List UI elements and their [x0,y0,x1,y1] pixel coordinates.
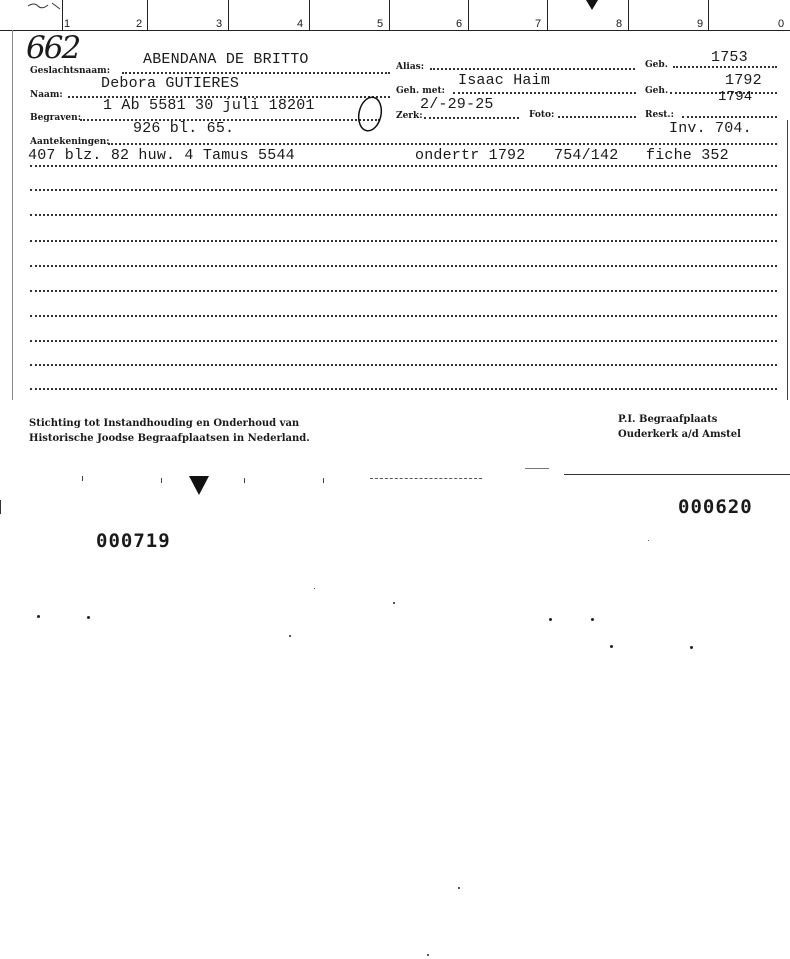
ruler-divider [708,0,709,30]
scan-tick [82,476,83,481]
ruler-number: 6 [456,18,463,30]
name-label: Naam: [30,90,63,100]
cemetery-line-2: Ouderkerk a/d Amstel [618,429,741,440]
card-edge [787,120,788,400]
married-to-value: Isaac Haim [458,72,551,89]
row-value: 2/-29-25 [420,96,494,113]
born-dotted-line [673,66,777,68]
name-value: Debora GUTIERES [101,75,240,92]
notes-dotted-line [30,165,777,167]
ruler-number: 1 [64,18,71,30]
scan-speck [427,954,429,956]
row-label: Zerk: [396,111,423,121]
inventory-value: Inv. 704. [669,120,752,137]
scan-dashed-line [370,478,482,479]
notch-marker-icon [188,476,210,496]
empty-dotted-line [30,340,777,342]
buried-label: Begraven: [30,113,82,123]
notch-marker-icon [584,0,600,12]
scan-speck [648,540,649,541]
married-to-label: Geh. met: [396,86,445,96]
married-year: 1792 [725,72,762,89]
born-year: 1753 [711,49,748,66]
alias-dotted-line [430,68,635,70]
ruler-number: 7 [535,18,542,30]
scan-speck [37,615,40,618]
married-year-alt: 1794 [718,89,753,105]
ruler-number: 5 [377,18,384,30]
ruler-divider [468,0,469,30]
empty-dotted-line [30,240,777,242]
scribble-mark-icon [26,0,66,14]
surname-dotted-line [122,72,390,74]
ruler-divider [628,0,629,30]
notes-dotted-line [108,143,777,145]
foundation-line-2: Historische Joodse Begraafplaatsen in Nederland. [29,433,310,444]
alias-label: Alias: [396,62,425,72]
scan-speck [549,618,552,621]
scan-tick [244,478,245,483]
rest-label: Rest.: [645,110,674,120]
card-edge [12,30,13,400]
notes-line-1: 926 bl. 65. [133,120,235,137]
archive-stamp-number: 000620 [678,496,753,518]
scan-line [564,474,790,475]
scan-tick [323,478,324,483]
scan-line [525,468,549,469]
ruler-baseline [0,30,790,31]
notes-line-2a: 407 blz. 82 huw. 4 Tamus 5544 [28,147,295,164]
foundation-line-1: Stichting tot Instandhouding en Onderhoud van [29,418,300,429]
empty-dotted-line [30,315,777,317]
archive-stamp-number: 000719 [96,530,171,552]
empty-dotted-line [30,189,777,191]
empty-dotted-line [30,364,777,366]
card-number: 662 [26,30,80,66]
ruler-divider [228,0,229,30]
scan-speck [289,635,291,637]
notes-line-2c: 754/142 [554,147,619,164]
ruler-divider [547,0,548,30]
notes-line-2d: fiche 352 [646,147,729,164]
ruler-divider [147,0,148,30]
scan-edge-mark [0,500,7,514]
ruler-number: 8 [616,18,623,30]
empty-dotted-line [30,290,777,292]
scan-speck [87,616,90,619]
empty-dotted-line [30,214,777,216]
buried-value: 1 Ab 5581 30 juli 18201 [103,97,315,114]
photo-dotted-line [558,116,636,118]
ruler-number: 3 [216,18,223,30]
married-label: Geh. [645,86,669,96]
ruler-number: 4 [297,18,304,30]
cemetery-name [618,412,741,442]
ruler-number: 0 [778,18,785,30]
scan-tick [161,478,162,483]
scan-speck [314,588,315,589]
married-to-dotted-line [453,92,636,94]
notes-line-2b: ondertr 1792 [415,147,526,164]
cemetery-line-1: P.I. Begraafplaats [618,414,718,425]
scan-speck [393,602,395,604]
scan-speck [458,887,460,889]
born-label: Geb. [645,60,668,70]
ruler-number: 9 [697,18,704,30]
surname-value: ABENDANA DE BRITTO [143,51,309,68]
scan-speck [610,645,613,648]
notes-label: Aantekeningen: [30,137,110,147]
circle-mark-icon [354,94,388,136]
foundation-name [29,416,310,446]
surname-label: Geslachtsnaam: [30,66,111,76]
row-dotted-line [424,117,519,119]
photo-label: Foto: [529,110,555,120]
ruler-divider [389,0,390,30]
scan-speck [690,646,693,649]
scan-speck [591,618,594,621]
empty-dotted-line [30,265,777,267]
ruler-divider [309,0,310,30]
empty-dotted-line [30,388,777,390]
ruler-number: 2 [136,18,143,30]
rest-dotted-line [682,116,777,118]
